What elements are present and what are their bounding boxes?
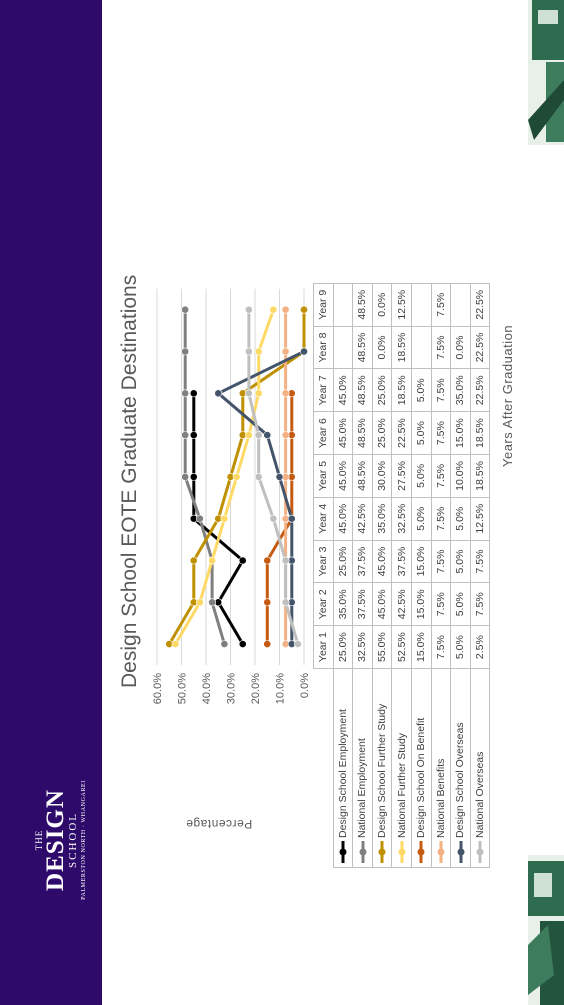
legend-label: National Benefits	[434, 758, 447, 838]
data-point	[264, 599, 271, 606]
data-label: 0.0%	[372, 283, 392, 326]
data-label: 7.5%	[431, 283, 451, 326]
data-label: 27.5%	[392, 455, 412, 498]
data-label: 7.5%	[431, 583, 451, 626]
data-label: 18.5%	[470, 455, 490, 498]
data-label: 0.0%	[372, 326, 392, 369]
legend-label: Design School Employment	[336, 709, 349, 838]
table-row	[411, 283, 431, 867]
chart-data-table	[313, 283, 490, 868]
legend-key-marker	[415, 840, 427, 864]
chart-slide	[112, 0, 528, 1005]
legend-key-dot	[340, 849, 347, 856]
data-point	[221, 515, 228, 522]
decorative-photo-top	[528, 0, 564, 145]
x-tick-label: Year 2	[314, 583, 334, 626]
legend-entry	[451, 669, 471, 868]
legend-key-dot	[477, 849, 484, 856]
legend-entry	[372, 669, 392, 868]
data-label	[451, 283, 471, 326]
table-row	[333, 283, 353, 867]
data-label: 45.0%	[333, 369, 353, 412]
data-label: 32.5%	[392, 497, 412, 540]
table-row	[392, 283, 412, 867]
data-point	[182, 348, 189, 355]
x-tick-label: Year 7	[314, 369, 334, 412]
table-row	[372, 283, 392, 867]
data-point	[282, 348, 289, 355]
data-label: 15.0%	[451, 412, 471, 455]
table-row	[431, 283, 451, 867]
data-point	[270, 306, 277, 313]
data-point	[276, 473, 283, 480]
data-label: 12.5%	[470, 497, 490, 540]
data-label: 5.0%	[451, 497, 471, 540]
data-point	[182, 390, 189, 397]
data-label: 25.0%	[333, 540, 353, 583]
design-school-logo	[30, 770, 100, 910]
data-label: 7.5%	[431, 455, 451, 498]
y-tick-label: 40.0%	[201, 673, 213, 705]
legend-key-marker	[376, 840, 388, 864]
y-tick-label: 10.0%	[274, 673, 287, 705]
data-point	[190, 431, 197, 438]
data-label: 5.0%	[411, 369, 431, 412]
x-tick-label: Year 8	[314, 326, 334, 369]
legend-key-marker	[396, 840, 408, 864]
data-point	[245, 306, 252, 313]
data-point	[282, 431, 289, 438]
data-point	[196, 599, 203, 606]
data-label: 48.5%	[353, 283, 373, 326]
data-label: 5.0%	[451, 540, 471, 583]
data-label: 15.0%	[411, 583, 431, 626]
data-label: 48.5%	[353, 455, 373, 498]
data-point	[239, 641, 246, 648]
data-point	[300, 348, 307, 355]
data-label: 35.0%	[372, 497, 392, 540]
table-row	[470, 283, 490, 867]
data-label: 7.5%	[470, 583, 490, 626]
data-label	[333, 283, 353, 326]
data-label: 37.5%	[392, 540, 412, 583]
data-point	[172, 641, 179, 648]
legend-label: Design School On Benefit	[415, 717, 428, 838]
data-label: 42.5%	[353, 497, 373, 540]
logo-locations: PALMERSTON NORTH · WHANGAREI	[81, 780, 87, 900]
x-tick-label: Year 5	[314, 455, 334, 498]
data-point	[190, 390, 197, 397]
data-point	[245, 390, 252, 397]
data-label: 15.0%	[411, 540, 431, 583]
data-label: 45.0%	[372, 540, 392, 583]
legend-key-marker	[474, 840, 486, 864]
y-tick-label: 50.0%	[176, 673, 189, 705]
data-point	[255, 348, 262, 355]
x-tick-label: Year 4	[314, 497, 334, 540]
table-corner	[314, 669, 334, 868]
logo-design: DESIGN	[42, 789, 69, 891]
data-point	[282, 599, 289, 606]
data-point	[233, 473, 240, 480]
x-tick-label: Year 6	[314, 412, 334, 455]
legend-entry	[431, 669, 451, 868]
y-tick-label: 30.0%	[225, 673, 238, 705]
data-point	[190, 557, 197, 564]
legend-key-marker	[357, 840, 369, 864]
legend-entry	[392, 669, 412, 868]
logo-the: THE	[34, 829, 44, 851]
data-label: 22.5%	[392, 412, 412, 455]
data-label: 7.5%	[431, 326, 451, 369]
data-label: 5.0%	[411, 412, 431, 455]
data-label: 15.0%	[411, 626, 431, 669]
legend-entry	[353, 669, 373, 868]
data-label: 45.0%	[333, 497, 353, 540]
y-tick-label: 60.0%	[152, 673, 164, 705]
legend-key-dot	[437, 849, 444, 856]
legend-key-dot	[359, 849, 366, 856]
data-point	[288, 515, 295, 522]
legend-key-marker	[337, 840, 349, 864]
legend-key-dot	[457, 849, 464, 856]
table-row	[451, 283, 471, 867]
data-point	[300, 306, 307, 313]
chart-title: Design School EOTE Graduate Destinations	[118, 274, 141, 688]
data-label	[411, 326, 431, 369]
x-axis-label: Years After Graduation	[500, 324, 515, 467]
y-tick-label: 20.0%	[250, 673, 262, 705]
data-label: 12.5%	[392, 283, 412, 326]
legend-label: National Further Study	[395, 732, 408, 838]
data-label: 18.5%	[392, 326, 412, 369]
data-label: 25.0%	[333, 626, 353, 669]
data-point	[182, 306, 189, 313]
data-label: 7.5%	[431, 540, 451, 583]
data-label: 55.0%	[372, 626, 392, 669]
data-point	[245, 348, 252, 355]
table-row	[353, 283, 373, 867]
data-label	[411, 283, 431, 326]
legend-entry	[470, 669, 490, 868]
data-point	[255, 473, 262, 480]
data-label: 35.0%	[451, 369, 471, 412]
data-point	[209, 557, 216, 564]
legend-key-dot	[379, 849, 386, 856]
legend-label: Design School Overseas	[454, 722, 467, 838]
data-label: 7.5%	[431, 369, 451, 412]
x-tick-label: Year 9	[314, 283, 334, 326]
data-point	[294, 641, 301, 648]
legend-label: National Overseas	[473, 751, 486, 838]
data-label: 10.0%	[451, 455, 471, 498]
data-point	[264, 641, 271, 648]
data-label: 35.0%	[333, 583, 353, 626]
data-label: 25.0%	[372, 412, 392, 455]
data-label: 7.5%	[431, 497, 451, 540]
legend-key-dot	[398, 849, 405, 856]
data-label: 37.5%	[353, 540, 373, 583]
data-label: 22.5%	[470, 283, 490, 326]
data-point	[239, 557, 246, 564]
data-label: 45.0%	[333, 455, 353, 498]
x-tick-label: Year 3	[314, 540, 334, 583]
table-header-row	[314, 283, 334, 867]
data-point	[182, 431, 189, 438]
data-label: 18.5%	[470, 412, 490, 455]
data-label: 42.5%	[392, 583, 412, 626]
data-label: 5.0%	[411, 455, 431, 498]
data-label: 48.5%	[353, 412, 373, 455]
data-point	[282, 306, 289, 313]
data-point	[221, 641, 228, 648]
decorative-photo-bottom	[528, 855, 564, 1005]
y-tick-label: 0.0%	[299, 673, 311, 699]
legend-label: Design School Further Study	[375, 703, 388, 838]
legend-entry	[411, 669, 431, 868]
data-label: 48.5%	[353, 326, 373, 369]
data-label: 25.0%	[372, 369, 392, 412]
data-label	[333, 326, 353, 369]
data-point	[255, 390, 262, 397]
y-axis-label: Percentage	[185, 816, 253, 831]
data-point	[264, 431, 271, 438]
x-tick-label: Year 1	[314, 626, 334, 669]
data-point	[215, 390, 222, 397]
data-label: 5.0%	[451, 583, 471, 626]
data-label: 18.5%	[392, 369, 412, 412]
data-point	[282, 557, 289, 564]
data-label: 45.0%	[333, 412, 353, 455]
data-label: 2.5%	[470, 626, 490, 669]
data-point	[196, 515, 203, 522]
data-point	[245, 431, 252, 438]
data-label: 52.5%	[392, 626, 412, 669]
data-label: 5.0%	[451, 626, 471, 669]
data-label: 22.5%	[470, 369, 490, 412]
legend-key-marker	[455, 840, 467, 864]
logo-school: SCHOOL	[67, 812, 79, 869]
data-point	[255, 431, 262, 438]
rotated-chart-area	[112, 0, 528, 1005]
data-label: 37.5%	[353, 583, 373, 626]
legend-key-dot	[418, 849, 425, 856]
data-point	[264, 557, 271, 564]
data-label: 30.0%	[372, 455, 392, 498]
data-label: 48.5%	[353, 369, 373, 412]
data-label: 45.0%	[372, 583, 392, 626]
data-point	[270, 515, 277, 522]
data-point	[182, 473, 189, 480]
legend-label: National Employment	[356, 738, 369, 838]
legend-key-marker	[435, 840, 447, 864]
data-point	[282, 390, 289, 397]
data-label: 7.5%	[470, 540, 490, 583]
data-label: 7.5%	[431, 626, 451, 669]
data-point	[190, 473, 197, 480]
data-point	[209, 599, 216, 606]
data-label: 0.0%	[451, 326, 471, 369]
data-label: 5.0%	[411, 497, 431, 540]
legend-entry	[333, 669, 353, 868]
data-label: 7.5%	[431, 412, 451, 455]
data-label: 22.5%	[470, 326, 490, 369]
data-label: 32.5%	[353, 626, 373, 669]
